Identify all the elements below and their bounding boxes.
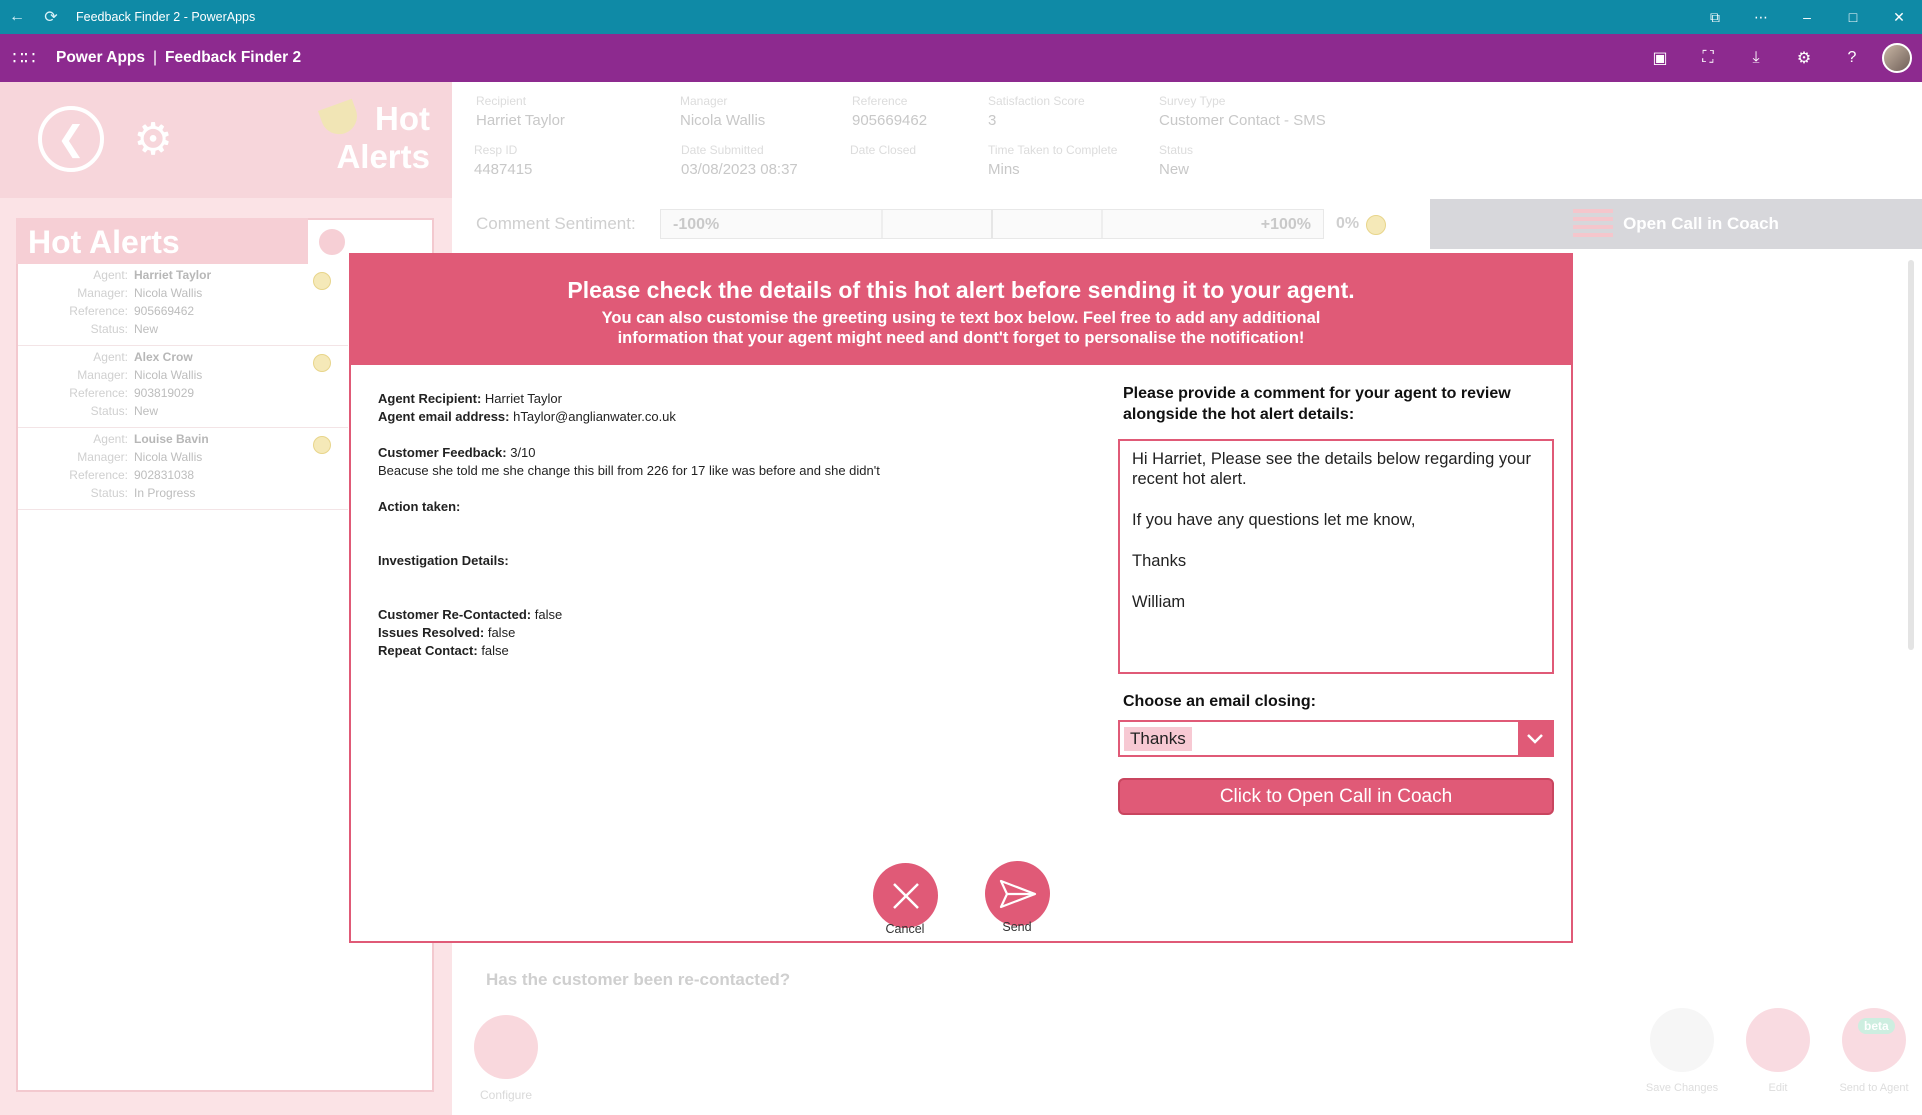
configure-button[interactable] xyxy=(474,1015,538,1079)
window-title: Feedback Finder 2 - PowerApps xyxy=(76,10,256,24)
refresh-list-icon[interactable] xyxy=(316,226,348,258)
agent-comment-textarea[interactable]: Hi Harriet, Please see the details below regarding your recent hot alert. If you have any questions let me know, Thanks William xyxy=(1118,439,1554,674)
cancel-button[interactable] xyxy=(873,863,938,928)
gear-icon[interactable]: ⚙ xyxy=(133,114,173,164)
app-name: Feedback Finder 2 xyxy=(165,49,302,66)
fullscreen-icon[interactable]: ⛶ xyxy=(1702,49,1714,66)
list-item[interactable]: Agent: Louise Bavin Manager: Nicola Wallis Reference: 902831038 Status: In Progress xyxy=(18,430,348,510)
back-arrow-icon[interactable]: ← xyxy=(9,8,25,25)
more-icon[interactable]: ⋯ xyxy=(1754,8,1768,25)
refresh-icon[interactable]: ⟳ xyxy=(44,9,58,26)
recontacted-question: Has the customer been re-contacted? xyxy=(486,970,791,989)
sentiment-emoji-icon xyxy=(313,272,331,290)
feedback-text: Beacuse she told me she change this bill from 226 for 17 like was before and she didn't xyxy=(378,463,880,478)
comment-label: Please provide a comment for your agent to review alongside the hot alert details: xyxy=(1123,385,1511,423)
repeat-contact-value: false xyxy=(481,643,509,658)
field-status: Status New xyxy=(1159,143,1194,178)
restore-view-icon[interactable]: ⧉ xyxy=(1710,8,1720,25)
resolved-value: false xyxy=(487,625,516,640)
field-resp-id: Resp ID 4487415 xyxy=(474,143,533,178)
chevron-down-icon[interactable] xyxy=(1518,722,1552,755)
hot-alert-confirmation-dialog xyxy=(349,253,1573,943)
maximize-button[interactable]: □ xyxy=(1848,9,1858,25)
investigation-details-label: Investigation Details: xyxy=(378,553,509,568)
field-survey-type: Survey Type Customer Contact - SMS xyxy=(1159,94,1326,129)
settings-icon[interactable]: ⚙ xyxy=(1796,50,1812,67)
send-label: Send xyxy=(1002,920,1032,934)
close-icon xyxy=(890,880,922,912)
list-item[interactable]: Agent: Alex Crow Manager: Nicola Wallis Reference: 903819029 Status: New xyxy=(18,348,348,428)
action-taken-label: Action taken: xyxy=(378,499,461,514)
download-icon[interactable]: ⤓ xyxy=(1752,49,1760,66)
user-avatar[interactable] xyxy=(1882,43,1912,73)
beta-badge: beta xyxy=(1858,1018,1895,1034)
open-call-in-coach-button[interactable]: Click to Open Call in Coach xyxy=(1118,778,1554,815)
cancel-label: Cancel xyxy=(885,922,925,936)
sentiment-value: 0% xyxy=(1336,215,1360,232)
hot-alerts-panel-title: Hot Alerts xyxy=(16,218,308,264)
window-titlebar xyxy=(0,0,1922,34)
field-date-closed: Date Closed xyxy=(850,143,917,157)
sentiment-bar: -100% +100% xyxy=(660,209,1324,239)
teams-icon[interactable]: ▣ xyxy=(1652,50,1668,67)
send-button[interactable] xyxy=(985,861,1050,926)
coach-logo-icon xyxy=(1573,209,1613,239)
recontacted-value: false xyxy=(534,607,563,622)
email-closing-value: Thanks xyxy=(1124,727,1192,751)
minimize-button[interactable]: – xyxy=(1803,9,1811,25)
agent-recipient-value: Harriet Taylor xyxy=(484,391,562,406)
save-changes-label: Save Changes xyxy=(1645,1082,1719,1094)
app-header xyxy=(0,34,1922,82)
send-to-agent-label: Send to Agent xyxy=(1839,1082,1909,1094)
sentiment-emoji-icon xyxy=(313,436,331,454)
help-icon[interactable]: ? xyxy=(1847,49,1857,66)
open-call-in-coach-bg-button[interactable]: Open Call in Coach xyxy=(1430,199,1922,249)
alert-details: Agent Recipient: Harriet Taylor Agent email address: hTaylor@anglianwater.co.uk Customer Feedback: 3/10 Beacuse she told me she change this bill from 226 for 17 like was before and she didn't Action taken: Investigation Details: Customer Re-Contacted: false Issues Resolved: false Repeat Contact: false xyxy=(378,390,978,660)
edit-button[interactable] xyxy=(1746,1008,1810,1072)
email-closing-dropdown[interactable] xyxy=(1118,720,1554,757)
field-date-submitted: Date Submitted 03/08/2023 08:37 xyxy=(681,143,798,178)
agent-email-value: hTaylor@anglianwater.co.uk xyxy=(513,409,676,424)
field-reference: Reference 905669462 xyxy=(852,94,928,129)
field-satisfaction-score: Satisfaction Score 3 xyxy=(988,94,1085,129)
dialog-title: Please check the details of this hot alert before sending it to your agent. xyxy=(567,277,1355,303)
neutral-emoji-icon xyxy=(1366,215,1386,235)
scrollbar[interactable] xyxy=(1908,260,1914,650)
dialog-header xyxy=(351,255,1571,365)
field-manager: Manager Nicola Wallis xyxy=(680,94,766,129)
edit-label: Edit xyxy=(1768,1082,1788,1094)
close-window-button[interactable]: ✕ xyxy=(1893,8,1905,25)
brand-separator: | xyxy=(153,49,158,66)
dialog-subtitle: You can also customise the greeting using te text box below. Feel free to add any additional information that your agent might need and dont't forget to personalise the notification! xyxy=(601,309,1321,347)
email-closing-label: Choose an email closing: xyxy=(1123,693,1316,710)
hot-alerts-logo-text: Hot Alerts xyxy=(336,100,430,175)
field-time-taken: Time Taken to Complete Mins xyxy=(988,143,1118,178)
configure-label: Configure xyxy=(479,1088,533,1102)
back-circle-icon[interactable]: ❮ xyxy=(38,106,104,172)
brand-name[interactable]: Power Apps xyxy=(56,49,145,66)
sentiment-emoji-icon xyxy=(313,354,331,372)
send-icon xyxy=(999,879,1037,909)
app-launcher-icon[interactable]: ∷∷ xyxy=(12,47,36,68)
field-recipient: Recipient Harriet Taylor xyxy=(476,94,565,129)
sentiment-label: Comment Sentiment: xyxy=(476,214,636,233)
feedback-score-value: 3/10 xyxy=(510,445,536,460)
save-changes-button[interactable] xyxy=(1650,1008,1714,1072)
list-item[interactable]: Agent: Harriet Taylor Manager: Nicola Wallis Reference: 905669462 Status: New xyxy=(18,266,348,346)
